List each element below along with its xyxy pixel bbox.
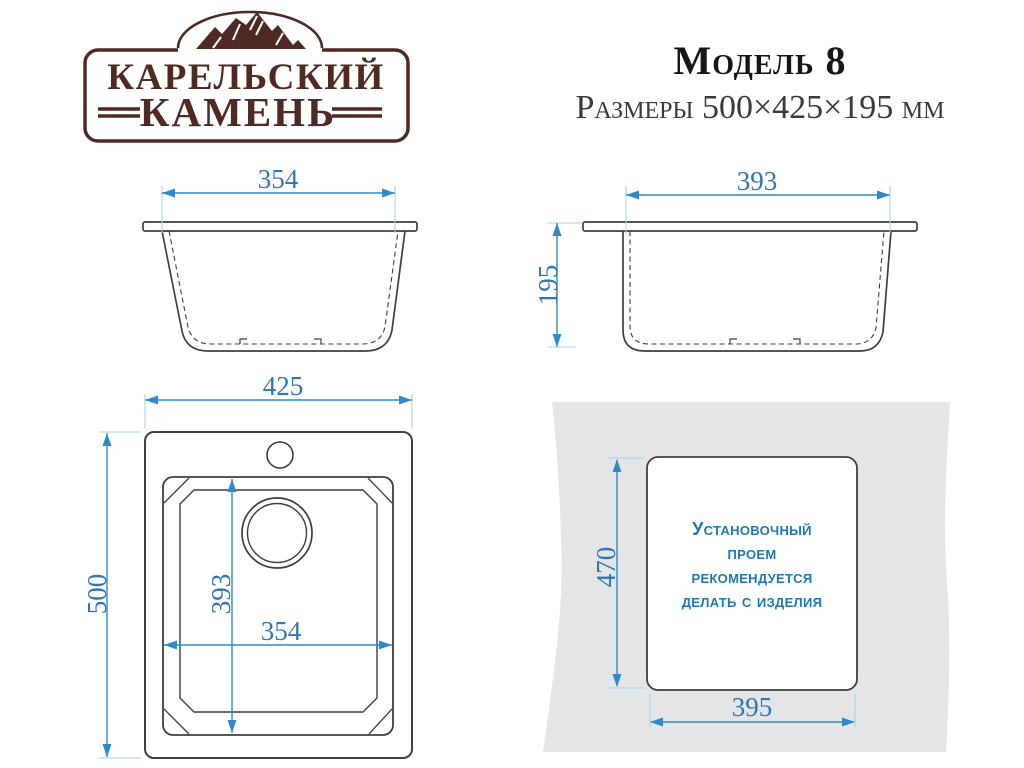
logo xyxy=(85,12,408,141)
top-length-label: 500 xyxy=(82,573,112,615)
arrow-right-icon xyxy=(382,189,395,198)
side-width-label: 393 xyxy=(736,166,778,196)
arrow-right-icon xyxy=(877,191,890,200)
front-bowl-outline xyxy=(162,231,405,351)
arrow-left-icon xyxy=(162,189,175,198)
side-bowl-outline xyxy=(623,231,891,351)
arrow-up-icon xyxy=(103,433,112,446)
cutout-note-line: Установочный xyxy=(692,519,812,539)
side-flange xyxy=(583,222,917,231)
side-height-label: 195 xyxy=(533,264,563,306)
front-width-label: 354 xyxy=(257,164,299,194)
arrow-right-icon xyxy=(399,396,412,405)
cutout-note-line: делать с изделия xyxy=(681,591,823,611)
cutout-length-label: 470 xyxy=(591,546,621,588)
top-width-label: 425 xyxy=(262,371,304,401)
cutout-note-line: рекомендуется xyxy=(691,567,813,587)
dimensions-subtitle: Размеры 500×425×195 мм xyxy=(575,89,945,126)
cutout-note xyxy=(650,517,854,613)
cutout-width-label: 395 xyxy=(731,692,773,722)
drain-hole-outer xyxy=(242,498,312,568)
arrow-left-icon xyxy=(626,191,639,200)
bowl-width-label: 354 xyxy=(260,616,302,646)
brand-line2: КАМЕНЬ xyxy=(139,89,337,135)
brand-line1: КАРЕЛЬСКИЙ xyxy=(107,57,385,98)
cutout-note-line: проем xyxy=(727,543,777,563)
page-title: Модель 8 xyxy=(673,38,847,83)
side-view xyxy=(533,166,917,351)
front-flange xyxy=(143,222,417,231)
bowl-length-label: 393 xyxy=(206,573,236,615)
arrow-up-icon xyxy=(553,223,562,236)
front-view xyxy=(143,164,417,351)
faucet-hole xyxy=(267,442,293,468)
arrow-down-icon xyxy=(553,334,562,347)
arrow-left-icon xyxy=(145,396,158,405)
arrow-down-icon xyxy=(103,744,112,757)
top-view xyxy=(82,371,412,758)
